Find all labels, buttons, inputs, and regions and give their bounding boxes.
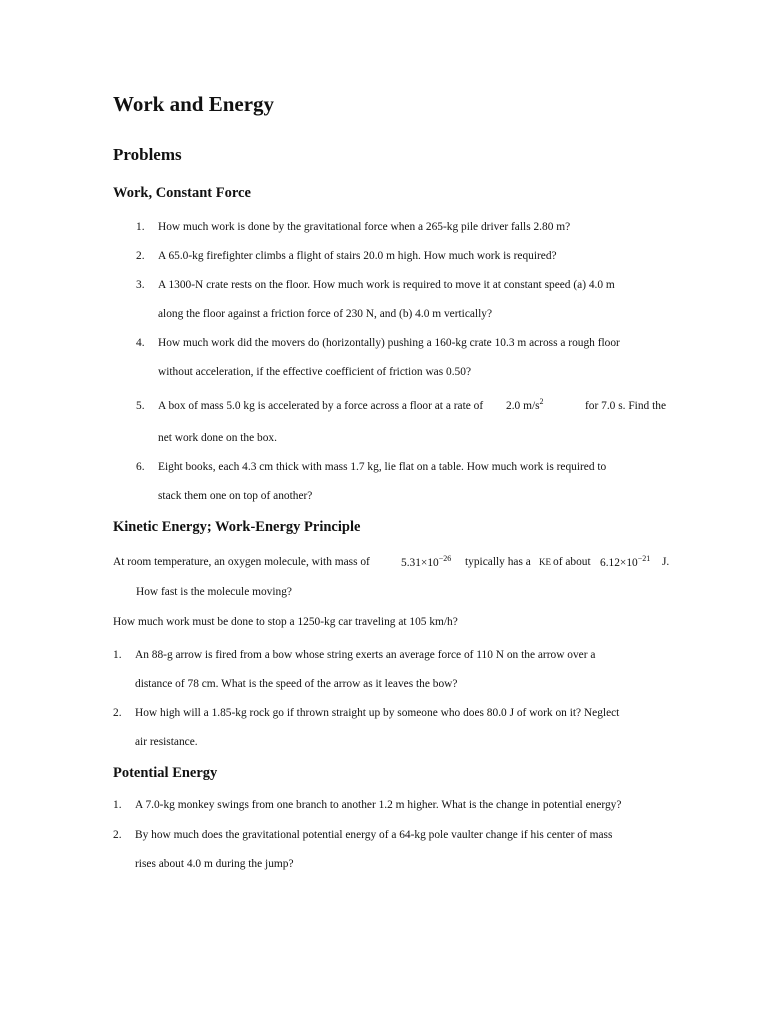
problem-text: A 65.0-kg firefighter climbs a flight of stairs 20.0 m high. How much work is required? — [158, 250, 557, 262]
problem-number: 4. — [136, 337, 145, 349]
problem-text: How high will a 1.85-kg rock go if thrown straight up by someone who does 80.0 J of work on it? Neglect — [135, 707, 620, 719]
problem-text-continued: along the floor against a friction force of 230 N, and (b) 4.0 m vertically? — [158, 308, 493, 320]
problem-number: 6. — [136, 461, 145, 473]
molecule-mass-formula: $5.31\times 10^{-26}$ — [401, 554, 452, 569]
kinetic-intro-text: J. — [662, 556, 670, 568]
acceleration-formula: 2.0 $m/s^2$ — [506, 397, 544, 412]
kinetic-energy-formula: $6.12\times 10^{-21}$ — [600, 554, 651, 569]
problem-text: How much work did the movers do (horizontally) pushing a 160-kg crate 10.3 m across a rough floor — [158, 337, 620, 349]
problem-text: A 1300-N crate rests on the floor. How much work is required to move it at constant speed (a) 4.0 m — [158, 279, 615, 291]
problem-text-continued: stack them one on top of another? — [158, 490, 313, 502]
kinetic-intro-question: How much work must be done to stop a 1250-kg car traveling at 105 km/h? — [113, 616, 458, 628]
problem-number: 1. — [136, 221, 145, 233]
section-heading-work: Work, Constant Force — [113, 185, 251, 201]
problem-number: 1. — [113, 799, 122, 811]
problem-text: How much work is done by the gravitational force when a 265-kg pile driver falls 2.80 m? — [158, 221, 571, 233]
problem-text: Eight books, each 4.3 cm thick with mass 1.7 kg, lie flat on a table. How much work is required to — [158, 461, 607, 473]
problem-number: 2. — [113, 829, 122, 841]
problem-text: By how much does the gravitational potential energy of a 64-kg pole vaulter change if his center of mass — [135, 829, 613, 841]
section-heading-potential: Potential Energy — [113, 765, 218, 781]
problem-text-continued: without acceleration, if the effective coefficient of friction was 0.50? — [158, 366, 472, 378]
section-heading-kinetic: Kinetic Energy; Work-Energy Principle — [113, 519, 361, 535]
kinetic-intro-text: of about — [553, 556, 591, 568]
kinetic-intro-continued: How fast is the molecule moving? — [136, 586, 292, 598]
problem-number: 3. — [136, 279, 145, 291]
problem-text-continued: air resistance. — [135, 736, 198, 748]
problem-number: 1. — [113, 649, 122, 661]
problem-text-continued: net work done on the box. — [158, 432, 277, 444]
problem-number: 2. — [113, 707, 122, 719]
problems-heading: Problems — [113, 145, 182, 164]
kinetic-intro-text: typically has a — [465, 556, 531, 568]
problem-text: for 7.0 s. Find the — [585, 400, 666, 412]
problem-text: A 7.0-kg monkey swings from one branch to another 1.2 m higher. What is the change in potential energy? — [135, 799, 622, 811]
problem-text: An 88-g arrow is fired from a bow whose string exerts an average force of 110 N on the arrow over a — [135, 649, 596, 661]
problem-number: 2. — [136, 250, 145, 262]
page-title: Work and Energy — [113, 92, 275, 116]
ke-abbreviation: KE — [539, 557, 551, 567]
problem-number: 5. — [136, 400, 145, 412]
problem-text-continued: distance of 78 cm. What is the speed of the arrow as it leaves the bow? — [135, 678, 458, 690]
kinetic-intro-text: At room temperature, an oxygen molecule, with mass of — [113, 556, 370, 568]
problem-text-continued: rises about 4.0 m during the jump? — [135, 858, 294, 870]
problem-text: A box of mass 5.0 kg is accelerated by a force across a floor at a rate of — [158, 400, 484, 412]
